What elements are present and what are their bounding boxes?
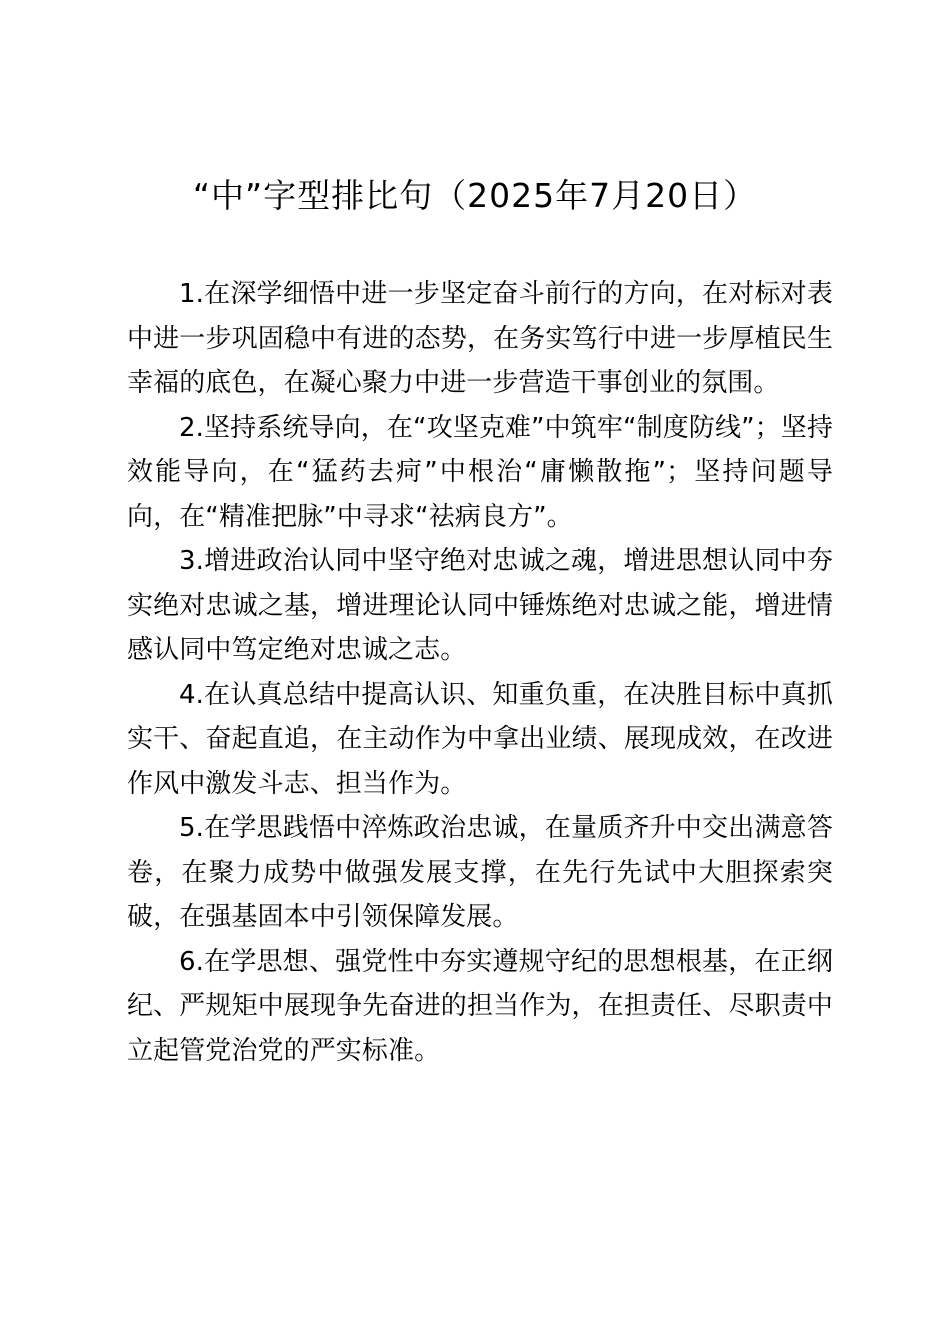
document-body — [127, 272, 833, 1073]
paragraph-2: 2.坚持系统导向，在“攻坚克难”中筑牢“制度防线”；坚持效能导向，在“猛药去疴”中根治“庸懒散拖”；坚持问题导向，在“精准把脉”中寻求“祛病良方”。 — [127, 412, 833, 532]
paragraph-3: 3.增进政治认同中坚守绝对忠诚之魂，增进思想认同中夯实绝对忠诚之基，增进理论认同中锤炼绝对忠诚之能，增进情感认同中笃定绝对忠诚之志。 — [127, 546, 833, 665]
document-title: “中”字型排比句（2025年7月20日） — [192, 176, 758, 215]
paragraph-4: 4.在认真总结中提高认识、知重负重，在决胜目标中真抓实干、奋起直追，在主动作为中拿出业绩、展现成效，在改进作风中激发斗志、担当作为。 — [127, 679, 833, 799]
paragraph-6: 6.在学思想、强党性中夯实遵规守纪的思想根基，在正纲纪、严规矩中展现争先奋进的担当作为，在担责任、尽职责中立起管党治党的严实标准。 — [127, 946, 833, 1066]
paragraph-5: 5.在学思践悟中淬炼政治忠诚，在量质齐升中交出满意答卷，在聚力成势中做强发展支撑，在先行先试中大胆探索突破，在强基固本中引领保障发展。 — [127, 813, 833, 932]
paragraph-1: 1.在深学细悟中进一步坚定奋斗前行的方向，在对标对表中进一步巩固稳中有进的态势，在务实笃行中进一步厚植民生幸福的底色，在凝心聚力中进一步营造干事创业的氛围。 — [127, 279, 833, 398]
